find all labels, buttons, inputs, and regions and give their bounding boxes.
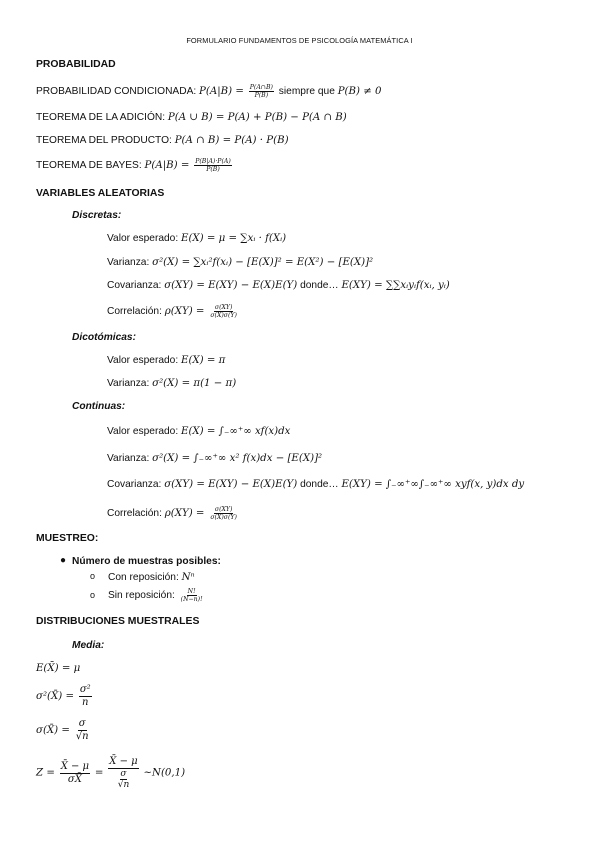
formula-lhs: Z = [36, 767, 55, 779]
formula-adicion [36, 111, 347, 125]
formula-lhs: ρ(XY) = [164, 508, 205, 520]
fraction [249, 84, 274, 99]
formula-tail: ~N(0,1) [143, 767, 186, 779]
label: Covarianza: [107, 280, 162, 291]
section-heading-muestreo: MUESTREO: [36, 533, 99, 544]
formula-lhs: σ²(X̄) = [36, 691, 75, 703]
text: donde… [300, 280, 339, 291]
sub-denominator: √n [117, 780, 130, 790]
formula: σ²(X) = ∫₋∞⁺∞ x² f(x)dx − [E(X)]² [152, 453, 323, 464]
dicotomicas-varianza [107, 377, 236, 391]
fraction [209, 506, 238, 521]
formula-producto [36, 134, 289, 148]
label: Varianza: [107, 257, 150, 268]
muestreo-con-reposicion [108, 571, 195, 585]
formula-condicionada [36, 84, 382, 99]
formula: P(A ∩ B) = P(A) · P(B) [174, 135, 289, 146]
formula: E(X) = ∫₋∞⁺∞ xf(x)dx [181, 426, 291, 437]
label: Valor esperado: [107, 355, 179, 366]
bullet-dot-icon: ● [60, 555, 67, 566]
sub-numerator: σ [120, 769, 127, 779]
page-title: FORMULARIO FUNDAMENTOS DE PSICOLOGÍA MATEMÁTICA I [186, 36, 413, 45]
label: Varianza: [107, 453, 150, 464]
formula-lhs: P(A|B) = [199, 86, 244, 98]
formula: E(X) = μ = ∑xᵢ · f(Xᵢ) [181, 233, 287, 244]
fraction-1 [60, 761, 90, 786]
subheading-dicotomicas: Dicotómicas: [72, 332, 136, 343]
formula: E(X) = π [181, 355, 226, 366]
numerator: N! [187, 588, 196, 595]
continuas-valor-esperado [107, 425, 290, 439]
label: Valor esperado: [107, 233, 179, 244]
formula: σ²(X) = ∑xᵢ²f(xᵢ) − [E(X)]² = E(X²) − [E(X)]² [152, 257, 374, 268]
numerator: σ(XY) [214, 506, 233, 513]
denominator: σX̄ [67, 773, 82, 785]
section-heading-probabilidad: PROBABILIDAD [36, 59, 116, 70]
subheading-discretas: Discretas: [72, 210, 122, 221]
label: Correlación: [107, 306, 162, 318]
formula-bayes [36, 158, 234, 173]
denominator: n [82, 697, 89, 708]
subheading-continuas: Continuas: [72, 401, 126, 412]
text: donde… [300, 479, 339, 490]
formula: σ²(X) = π(1 − π) [152, 378, 237, 389]
formula-2: E(XY) = ∑∑xᵢyᵢf(xᵢ, yᵢ) [341, 280, 450, 291]
numerator: σ [78, 718, 86, 729]
discretas-varianza [107, 256, 373, 270]
equals-sign: = [94, 767, 104, 779]
muestreo-bullet: Número de muestras posibles: [72, 556, 221, 567]
denominator: σ(X)σ(Y) [210, 514, 237, 521]
denominator [117, 769, 131, 790]
fraction [194, 158, 232, 173]
denominator: P(B) [206, 166, 220, 173]
continuas-correlacion [107, 506, 240, 521]
section-heading-variables: VARIABLES ALEATORIAS [36, 188, 165, 199]
denominator: P(B) [254, 92, 269, 99]
label: Con reposición: [108, 572, 179, 583]
numerator: P(B|A)·P(A) [195, 158, 231, 165]
fraction [209, 304, 238, 319]
formula-condition: P(B) ≠ 0 [337, 86, 382, 98]
label: TEOREMA DE LA ADICIÓN: [36, 112, 166, 123]
label: Correlación: [107, 508, 162, 520]
formula-varianza-media [36, 684, 94, 709]
muestreo-sin-reposicion [108, 588, 206, 603]
label: Sin reposición: [108, 590, 175, 602]
formula: σ(XY) = E(XY) − E(X)E(Y) [164, 479, 298, 490]
formula-lhs: σ(X̄) = [36, 725, 70, 737]
dicotomicas-valor-esperado [107, 354, 225, 368]
subheading-media: Media: [72, 640, 105, 651]
fraction-2 [108, 756, 138, 790]
formula-esperanza-media: E(X̄) = μ [36, 663, 81, 674]
label: Varianza: [107, 378, 150, 389]
formula-desviacion-media [36, 718, 92, 743]
numerator: σ² [79, 684, 91, 695]
continuas-covarianza [107, 478, 524, 492]
label: Valor esperado: [107, 426, 179, 437]
discretas-covarianza [107, 279, 450, 293]
fraction [79, 684, 92, 709]
formula-lhs: ρ(XY) = [164, 306, 205, 318]
denominator: √n [75, 731, 89, 742]
denominator: σ(X)σ(Y) [210, 312, 237, 319]
formula: Nⁿ [181, 572, 195, 583]
formula: P(A ∪ B) = P(A) + P(B) − P(A ∩ B) [167, 112, 347, 123]
label: TEOREMA DEL PRODUCTO: [36, 135, 172, 146]
denominator: (N−n)! [180, 596, 203, 603]
discretas-valor-esperado [107, 232, 286, 246]
label: Covarianza: [107, 479, 162, 490]
numerator: P(A∩B) [249, 84, 273, 91]
circle-bullet-icon: o [90, 571, 96, 581]
text: siempre que [278, 86, 335, 98]
discretas-correlacion [107, 304, 240, 319]
continuas-varianza [107, 452, 322, 466]
fraction [180, 588, 204, 603]
numerator: X̄ − μ [60, 760, 90, 772]
numerator: X̄ − μ [109, 756, 138, 767]
formula-lhs: P(A|B) = [144, 160, 190, 172]
fraction [75, 718, 90, 743]
circle-bullet-icon: o [90, 590, 96, 600]
label: PROBABILIDAD CONDICIONADA: [36, 86, 197, 98]
label: TEOREMA DE BAYES: [36, 160, 142, 172]
formula-z [36, 756, 185, 790]
formula-2: E(XY) = ∫₋∞⁺∞∫₋∞⁺∞ xyf(x, y)dx dy [341, 479, 525, 490]
section-heading-distribuciones: DISTRIBUCIONES MUESTRALES [36, 616, 200, 627]
formula: σ(XY) = E(XY) − E(X)E(Y) [164, 280, 298, 291]
numerator: σ(XY) [214, 304, 233, 311]
